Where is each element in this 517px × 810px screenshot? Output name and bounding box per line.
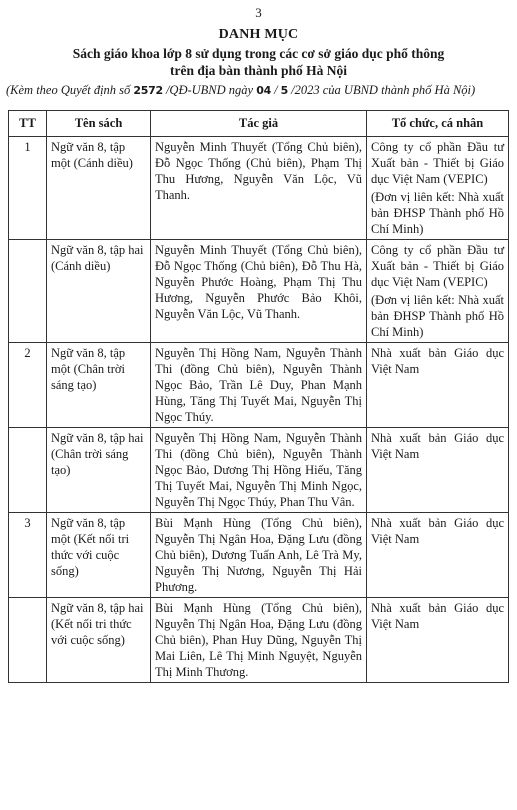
book-authors: Nguyễn Minh Thuyết (Tổng Chủ biên), Đỗ Ngọc Thống (Chủ biên), Phạm Thị Thu Hương, Nguyễn Văn Lộc, Vũ Thanh. xyxy=(151,137,367,240)
note-prefix: (Kèm theo Quyết định số xyxy=(6,83,134,97)
decision-note xyxy=(6,83,517,98)
book-organization xyxy=(367,137,509,240)
table-header-row xyxy=(9,111,509,137)
row-number xyxy=(9,598,47,683)
decision-month: 5 xyxy=(280,84,289,97)
note-suffix: /2023 của UBND thành phố Hà Nội) xyxy=(288,83,476,97)
row-number: 3 xyxy=(9,513,47,598)
book-authors: Nguyễn Thị Hồng Nam, Nguyễn Thành Thi (đồng Chủ biên), Nguyễn Thành Ngọc Bảo, Trần Lê Duy, Phan Mạnh Hùng, Tăng Thị Tuyết Mai, Nguyễn Thị Ngọc Thúy. xyxy=(151,343,367,428)
header-author: Tác giả xyxy=(151,111,367,137)
table-row xyxy=(9,343,509,428)
book-title: Ngữ văn 8, tập hai (Chân trời sáng tạo) xyxy=(47,428,151,513)
header-organization: Tổ chức, cá nhân xyxy=(367,111,509,137)
table-row xyxy=(9,513,509,598)
row-number xyxy=(9,240,47,343)
partner-unit: (Đơn vị liên kết: Nhà xuất bản ĐHSP Thành phố Hồ Chí Minh) xyxy=(371,293,504,339)
book-organization: Nhà xuất bản Giáo dục Việt Nam xyxy=(367,598,509,683)
book-authors: Bùi Mạnh Hùng (Tổng Chủ biên), Nguyễn Thị Ngân Hoa, Đặng Lưu (đồng Chủ biên), Phan Huy Dũng, Nguyễn Thị Mai Liên, Lê Thị Minh Nguyệt, Nguyễn Thị Minh Thương. xyxy=(151,598,367,683)
organization-name: Công ty cổ phần Đầu tư Xuất bản - Thiết bị Giáo dục Việt Nam (VEPIC) xyxy=(371,140,504,186)
table-row xyxy=(9,428,509,513)
book-authors: Nguyễn Thị Hồng Nam, Nguyễn Thành Thi (đồng Chủ biên), Nguyễn Thành Ngọc Bảo, Dương Thị Hồng Hiếu, Tăng Thị Tuyết Mai, Nguyễn Thị Minh Ngọc, Nguyễn Thị Ngọc Thúy, Phan Thu Vân. xyxy=(151,428,367,513)
book-title: Ngữ văn 8, tập hai (Kết nối tri thức với cuộc sống) xyxy=(47,598,151,683)
row-number: 2 xyxy=(9,343,47,428)
decision-number: 2572 xyxy=(133,84,163,97)
partner-unit: (Đơn vị liên kết: Nhà xuất bản ĐHSP Thành phố Hồ Chí Minh) xyxy=(371,190,504,236)
book-organization: Nhà xuất bản Giáo dục Việt Nam xyxy=(367,343,509,428)
book-organization: Nhà xuất bản Giáo dục Việt Nam xyxy=(367,428,509,513)
book-title: Ngữ văn 8, tập một (Kết nối tri thức với cuộc sống) xyxy=(47,513,151,598)
decision-day: 04 xyxy=(256,84,271,97)
organization-name: Công ty cổ phần Đầu tư Xuất bản - Thiết bị Giáo dục Việt Nam (VEPIC) xyxy=(371,243,504,289)
book-title: Ngữ văn 8, tập một (Chân trời sáng tạo) xyxy=(47,343,151,428)
textbook-table xyxy=(8,110,509,683)
book-authors: Bùi Mạnh Hùng (Tổng Chủ biên), Nguyễn Thị Ngân Hoa, Đặng Lưu (đồng Chủ biên), Dương Tuấn Anh, Lê Trà My, Nguyễn Thị Nương, Nguyễn Thị Hải Phương. xyxy=(151,513,367,598)
table-row xyxy=(9,137,509,240)
header-tt: TT xyxy=(9,111,47,137)
note-middle: /QĐ-UBND ngày xyxy=(162,83,257,97)
table-row xyxy=(9,598,509,683)
document-subtitle xyxy=(0,45,517,79)
table-row xyxy=(9,240,509,343)
note-sep: / xyxy=(270,83,281,97)
page-number: 3 xyxy=(255,5,262,20)
book-organization: Nhà xuất bản Giáo dục Việt Nam xyxy=(367,513,509,598)
subtitle-line-1: Sách giáo khoa lớp 8 sử dụng trong các cơ sở giáo dục phổ thông xyxy=(72,46,445,61)
book-authors: Nguyễn Minh Thuyết (Tổng Chủ biên), Đỗ Ngọc Thống (Chủ biên), Đỗ Thu Hà, Nguyễn Phước Hoàng, Phạm Thị Thu Hương, Nguyễn Phước Bảo Khôi, Nguyễn Văn Lộc, Vũ Thanh. xyxy=(151,240,367,343)
book-title: Ngữ văn 8, tập hai (Cánh diều) xyxy=(47,240,151,343)
book-title: Ngữ văn 8, tập một (Cánh diều) xyxy=(47,137,151,240)
row-number: 1 xyxy=(9,137,47,240)
document-title: DANH MỤC xyxy=(218,27,299,42)
book-organization xyxy=(367,240,509,343)
header-book-title: Tên sách xyxy=(47,111,151,137)
row-number xyxy=(9,428,47,513)
subtitle-line-2: trên địa bàn thành phố Hà Nội xyxy=(169,63,348,78)
